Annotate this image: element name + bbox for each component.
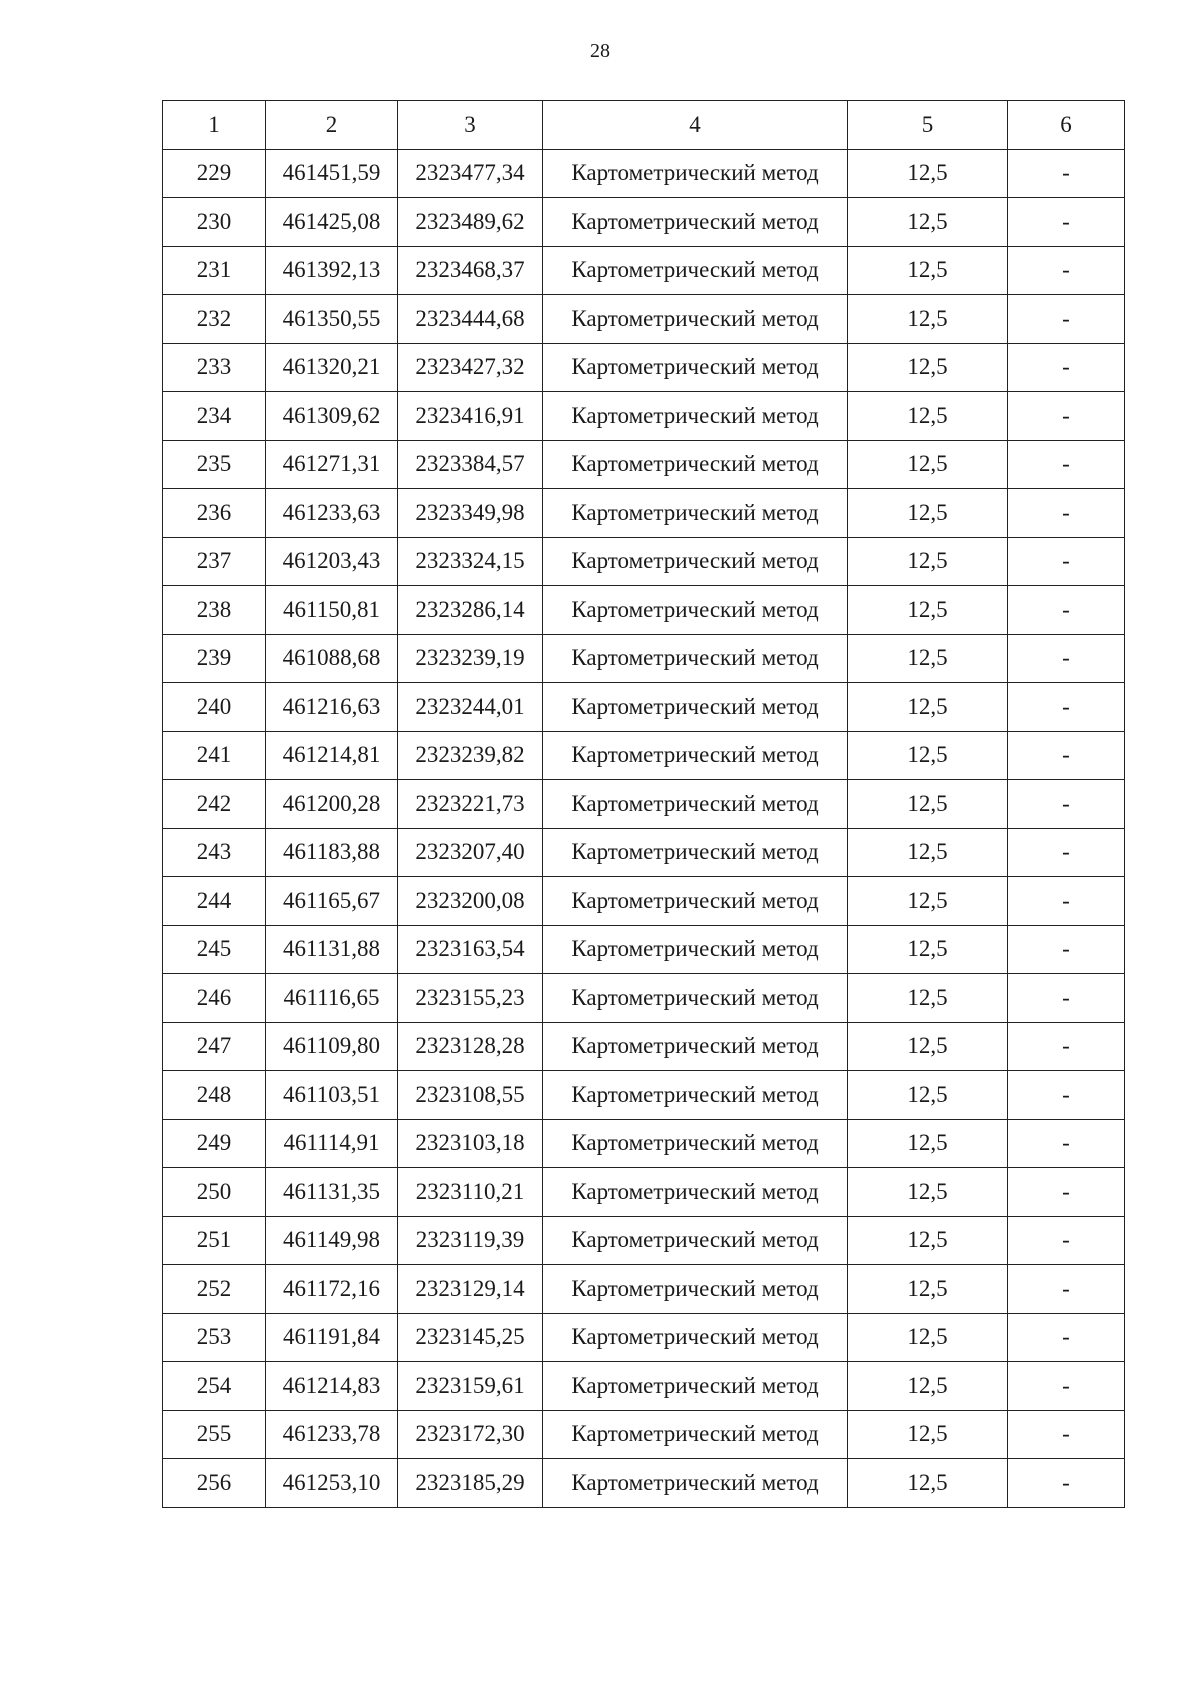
note-cell: - bbox=[1008, 1313, 1125, 1362]
x-coordinate-cell: 461114,91 bbox=[266, 1119, 398, 1168]
note-cell: - bbox=[1008, 343, 1125, 392]
x-coordinate-cell: 461233,63 bbox=[266, 489, 398, 538]
table-row bbox=[163, 149, 1125, 198]
y-coordinate-cell: 2323286,14 bbox=[398, 586, 543, 635]
table-body bbox=[163, 149, 1125, 1507]
method-cell: Картометрический метод bbox=[543, 634, 848, 683]
y-coordinate-cell: 2323103,18 bbox=[398, 1119, 543, 1168]
column-header-3: 3 bbox=[398, 101, 543, 150]
method-cell: Картометрический метод bbox=[543, 586, 848, 635]
note-cell: - bbox=[1008, 149, 1125, 198]
y-coordinate-cell: 2323221,73 bbox=[398, 780, 543, 829]
point-number-cell: 231 bbox=[163, 246, 266, 295]
note-cell: - bbox=[1008, 877, 1125, 926]
table-row bbox=[163, 683, 1125, 732]
table-row bbox=[163, 1216, 1125, 1265]
y-coordinate-cell: 2323239,82 bbox=[398, 731, 543, 780]
accuracy-cell: 12,5 bbox=[848, 780, 1008, 829]
x-coordinate-cell: 461271,31 bbox=[266, 440, 398, 489]
point-number-cell: 237 bbox=[163, 537, 266, 586]
method-cell: Картометрический метод bbox=[543, 295, 848, 344]
table-row bbox=[163, 537, 1125, 586]
x-coordinate-cell: 461216,63 bbox=[266, 683, 398, 732]
note-cell: - bbox=[1008, 731, 1125, 780]
table-row bbox=[163, 440, 1125, 489]
x-coordinate-cell: 461350,55 bbox=[266, 295, 398, 344]
y-coordinate-cell: 2323207,40 bbox=[398, 828, 543, 877]
accuracy-cell: 12,5 bbox=[848, 925, 1008, 974]
note-cell: - bbox=[1008, 198, 1125, 247]
accuracy-cell: 12,5 bbox=[848, 1119, 1008, 1168]
x-coordinate-cell: 461203,43 bbox=[266, 537, 398, 586]
note-cell: - bbox=[1008, 828, 1125, 877]
x-coordinate-cell: 461253,10 bbox=[266, 1459, 398, 1508]
method-cell: Картометрический метод bbox=[543, 1410, 848, 1459]
y-coordinate-cell: 2323427,32 bbox=[398, 343, 543, 392]
table-row bbox=[163, 1459, 1125, 1508]
x-coordinate-cell: 461165,67 bbox=[266, 877, 398, 926]
point-number-cell: 244 bbox=[163, 877, 266, 926]
x-coordinate-cell: 461320,21 bbox=[266, 343, 398, 392]
point-number-cell: 246 bbox=[163, 974, 266, 1023]
point-number-cell: 235 bbox=[163, 440, 266, 489]
accuracy-cell: 12,5 bbox=[848, 246, 1008, 295]
y-coordinate-cell: 2323384,57 bbox=[398, 440, 543, 489]
point-number-cell: 252 bbox=[163, 1265, 266, 1314]
x-coordinate-cell: 461191,84 bbox=[266, 1313, 398, 1362]
accuracy-cell: 12,5 bbox=[848, 1410, 1008, 1459]
note-cell: - bbox=[1008, 392, 1125, 441]
method-cell: Картометрический метод bbox=[543, 1265, 848, 1314]
accuracy-cell: 12,5 bbox=[848, 392, 1008, 441]
note-cell: - bbox=[1008, 1265, 1125, 1314]
x-coordinate-cell: 461116,65 bbox=[266, 974, 398, 1023]
table-row bbox=[163, 198, 1125, 247]
method-cell: Картометрический метод bbox=[543, 877, 848, 926]
accuracy-cell: 12,5 bbox=[848, 828, 1008, 877]
accuracy-cell: 12,5 bbox=[848, 489, 1008, 538]
table-row bbox=[163, 877, 1125, 926]
point-number-cell: 234 bbox=[163, 392, 266, 441]
note-cell: - bbox=[1008, 537, 1125, 586]
point-number-cell: 240 bbox=[163, 683, 266, 732]
note-cell: - bbox=[1008, 1022, 1125, 1071]
point-number-cell: 239 bbox=[163, 634, 266, 683]
table-row bbox=[163, 1071, 1125, 1120]
accuracy-cell: 12,5 bbox=[848, 1459, 1008, 1508]
note-cell: - bbox=[1008, 1071, 1125, 1120]
table-row bbox=[163, 295, 1125, 344]
point-number-cell: 253 bbox=[163, 1313, 266, 1362]
method-cell: Картометрический метод bbox=[543, 392, 848, 441]
y-coordinate-cell: 2323163,54 bbox=[398, 925, 543, 974]
note-cell: - bbox=[1008, 1216, 1125, 1265]
column-header-6: 6 bbox=[1008, 101, 1125, 150]
x-coordinate-cell: 461451,59 bbox=[266, 149, 398, 198]
table-row bbox=[163, 246, 1125, 295]
accuracy-cell: 12,5 bbox=[848, 1265, 1008, 1314]
y-coordinate-cell: 2323239,19 bbox=[398, 634, 543, 683]
method-cell: Картометрический метод bbox=[543, 683, 848, 732]
y-coordinate-cell: 2323444,68 bbox=[398, 295, 543, 344]
accuracy-cell: 12,5 bbox=[848, 1168, 1008, 1217]
x-coordinate-cell: 461233,78 bbox=[266, 1410, 398, 1459]
table-row bbox=[163, 343, 1125, 392]
point-number-cell: 232 bbox=[163, 295, 266, 344]
method-cell: Картометрический метод bbox=[543, 1119, 848, 1168]
note-cell: - bbox=[1008, 925, 1125, 974]
method-cell: Картометрический метод bbox=[543, 1313, 848, 1362]
x-coordinate-cell: 461425,08 bbox=[266, 198, 398, 247]
y-coordinate-cell: 2323172,30 bbox=[398, 1410, 543, 1459]
accuracy-cell: 12,5 bbox=[848, 683, 1008, 732]
accuracy-cell: 12,5 bbox=[848, 295, 1008, 344]
method-cell: Картометрический метод bbox=[543, 489, 848, 538]
method-cell: Картометрический метод bbox=[543, 246, 848, 295]
accuracy-cell: 12,5 bbox=[848, 1022, 1008, 1071]
table-row bbox=[163, 974, 1125, 1023]
accuracy-cell: 12,5 bbox=[848, 343, 1008, 392]
coordinates-table bbox=[162, 100, 1125, 1508]
column-header-5: 5 bbox=[848, 101, 1008, 150]
point-number-cell: 233 bbox=[163, 343, 266, 392]
note-cell: - bbox=[1008, 683, 1125, 732]
note-cell: - bbox=[1008, 1119, 1125, 1168]
method-cell: Картометрический метод bbox=[543, 1168, 848, 1217]
point-number-cell: 229 bbox=[163, 149, 266, 198]
note-cell: - bbox=[1008, 1168, 1125, 1217]
method-cell: Картометрический метод bbox=[543, 440, 848, 489]
y-coordinate-cell: 2323128,28 bbox=[398, 1022, 543, 1071]
note-cell: - bbox=[1008, 295, 1125, 344]
accuracy-cell: 12,5 bbox=[848, 1313, 1008, 1362]
table-row bbox=[163, 828, 1125, 877]
x-coordinate-cell: 461183,88 bbox=[266, 828, 398, 877]
y-coordinate-cell: 2323244,01 bbox=[398, 683, 543, 732]
method-cell: Картометрический метод bbox=[543, 149, 848, 198]
accuracy-cell: 12,5 bbox=[848, 1071, 1008, 1120]
y-coordinate-cell: 2323110,21 bbox=[398, 1168, 543, 1217]
x-coordinate-cell: 461214,83 bbox=[266, 1362, 398, 1411]
x-coordinate-cell: 461131,88 bbox=[266, 925, 398, 974]
accuracy-cell: 12,5 bbox=[848, 731, 1008, 780]
accuracy-cell: 12,5 bbox=[848, 634, 1008, 683]
x-coordinate-cell: 461200,28 bbox=[266, 780, 398, 829]
point-number-cell: 230 bbox=[163, 198, 266, 247]
y-coordinate-cell: 2323489,62 bbox=[398, 198, 543, 247]
method-cell: Картометрический метод bbox=[543, 925, 848, 974]
table-row bbox=[163, 634, 1125, 683]
y-coordinate-cell: 2323200,08 bbox=[398, 877, 543, 926]
accuracy-cell: 12,5 bbox=[848, 1216, 1008, 1265]
method-cell: Картометрический метод bbox=[543, 780, 848, 829]
point-number-cell: 251 bbox=[163, 1216, 266, 1265]
accuracy-cell: 12,5 bbox=[848, 877, 1008, 926]
point-number-cell: 238 bbox=[163, 586, 266, 635]
y-coordinate-cell: 2323155,23 bbox=[398, 974, 543, 1023]
accuracy-cell: 12,5 bbox=[848, 974, 1008, 1023]
accuracy-cell: 12,5 bbox=[848, 198, 1008, 247]
page-number: 28 bbox=[590, 40, 610, 62]
point-number-cell: 256 bbox=[163, 1459, 266, 1508]
method-cell: Картометрический метод bbox=[543, 1362, 848, 1411]
note-cell: - bbox=[1008, 780, 1125, 829]
method-cell: Картометрический метод bbox=[543, 1459, 848, 1508]
x-coordinate-cell: 461109,80 bbox=[266, 1022, 398, 1071]
note-cell: - bbox=[1008, 489, 1125, 538]
x-coordinate-cell: 461172,16 bbox=[266, 1265, 398, 1314]
point-number-cell: 243 bbox=[163, 828, 266, 877]
note-cell: - bbox=[1008, 1410, 1125, 1459]
x-coordinate-cell: 461309,62 bbox=[266, 392, 398, 441]
note-cell: - bbox=[1008, 440, 1125, 489]
y-coordinate-cell: 2323159,61 bbox=[398, 1362, 543, 1411]
x-coordinate-cell: 461150,81 bbox=[266, 586, 398, 635]
note-cell: - bbox=[1008, 1362, 1125, 1411]
x-coordinate-cell: 461214,81 bbox=[266, 731, 398, 780]
accuracy-cell: 12,5 bbox=[848, 440, 1008, 489]
column-header-4: 4 bbox=[543, 101, 848, 150]
note-cell: - bbox=[1008, 586, 1125, 635]
method-cell: Картометрический метод bbox=[543, 1022, 848, 1071]
note-cell: - bbox=[1008, 634, 1125, 683]
table-row bbox=[163, 1313, 1125, 1362]
point-number-cell: 248 bbox=[163, 1071, 266, 1120]
y-coordinate-cell: 2323145,25 bbox=[398, 1313, 543, 1362]
header-row bbox=[163, 101, 1125, 150]
table-row bbox=[163, 1119, 1125, 1168]
y-coordinate-cell: 2323349,98 bbox=[398, 489, 543, 538]
table-row bbox=[163, 1410, 1125, 1459]
point-number-cell: 245 bbox=[163, 925, 266, 974]
method-cell: Картометрический метод bbox=[543, 1071, 848, 1120]
point-number-cell: 254 bbox=[163, 1362, 266, 1411]
method-cell: Картометрический метод bbox=[543, 1216, 848, 1265]
x-coordinate-cell: 461131,35 bbox=[266, 1168, 398, 1217]
table-row bbox=[163, 392, 1125, 441]
y-coordinate-cell: 2323416,91 bbox=[398, 392, 543, 441]
method-cell: Картометрический метод bbox=[543, 974, 848, 1023]
table-row bbox=[163, 489, 1125, 538]
accuracy-cell: 12,5 bbox=[848, 586, 1008, 635]
x-coordinate-cell: 461392,13 bbox=[266, 246, 398, 295]
method-cell: Картометрический метод bbox=[543, 343, 848, 392]
column-header-1: 1 bbox=[163, 101, 266, 150]
point-number-cell: 247 bbox=[163, 1022, 266, 1071]
method-cell: Картометрический метод bbox=[543, 198, 848, 247]
note-cell: - bbox=[1008, 1459, 1125, 1508]
method-cell: Картометрический метод bbox=[543, 828, 848, 877]
accuracy-cell: 12,5 bbox=[848, 537, 1008, 586]
y-coordinate-cell: 2323324,15 bbox=[398, 537, 543, 586]
y-coordinate-cell: 2323119,39 bbox=[398, 1216, 543, 1265]
y-coordinate-cell: 2323468,37 bbox=[398, 246, 543, 295]
x-coordinate-cell: 461088,68 bbox=[266, 634, 398, 683]
table-row bbox=[163, 586, 1125, 635]
table-row bbox=[163, 1168, 1125, 1217]
table-row bbox=[163, 1362, 1125, 1411]
point-number-cell: 249 bbox=[163, 1119, 266, 1168]
table-row bbox=[163, 780, 1125, 829]
accuracy-cell: 12,5 bbox=[848, 149, 1008, 198]
x-coordinate-cell: 461149,98 bbox=[266, 1216, 398, 1265]
table-row bbox=[163, 925, 1125, 974]
method-cell: Картометрический метод bbox=[543, 537, 848, 586]
y-coordinate-cell: 2323129,14 bbox=[398, 1265, 543, 1314]
point-number-cell: 250 bbox=[163, 1168, 266, 1217]
y-coordinate-cell: 2323477,34 bbox=[398, 149, 543, 198]
y-coordinate-cell: 2323185,29 bbox=[398, 1459, 543, 1508]
column-header-2: 2 bbox=[266, 101, 398, 150]
table-row bbox=[163, 1265, 1125, 1314]
point-number-cell: 241 bbox=[163, 731, 266, 780]
note-cell: - bbox=[1008, 246, 1125, 295]
method-cell: Картометрический метод bbox=[543, 731, 848, 780]
x-coordinate-cell: 461103,51 bbox=[266, 1071, 398, 1120]
accuracy-cell: 12,5 bbox=[848, 1362, 1008, 1411]
table-row bbox=[163, 1022, 1125, 1071]
y-coordinate-cell: 2323108,55 bbox=[398, 1071, 543, 1120]
point-number-cell: 236 bbox=[163, 489, 266, 538]
table-row bbox=[163, 731, 1125, 780]
note-cell: - bbox=[1008, 974, 1125, 1023]
point-number-cell: 242 bbox=[163, 780, 266, 829]
point-number-cell: 255 bbox=[163, 1410, 266, 1459]
